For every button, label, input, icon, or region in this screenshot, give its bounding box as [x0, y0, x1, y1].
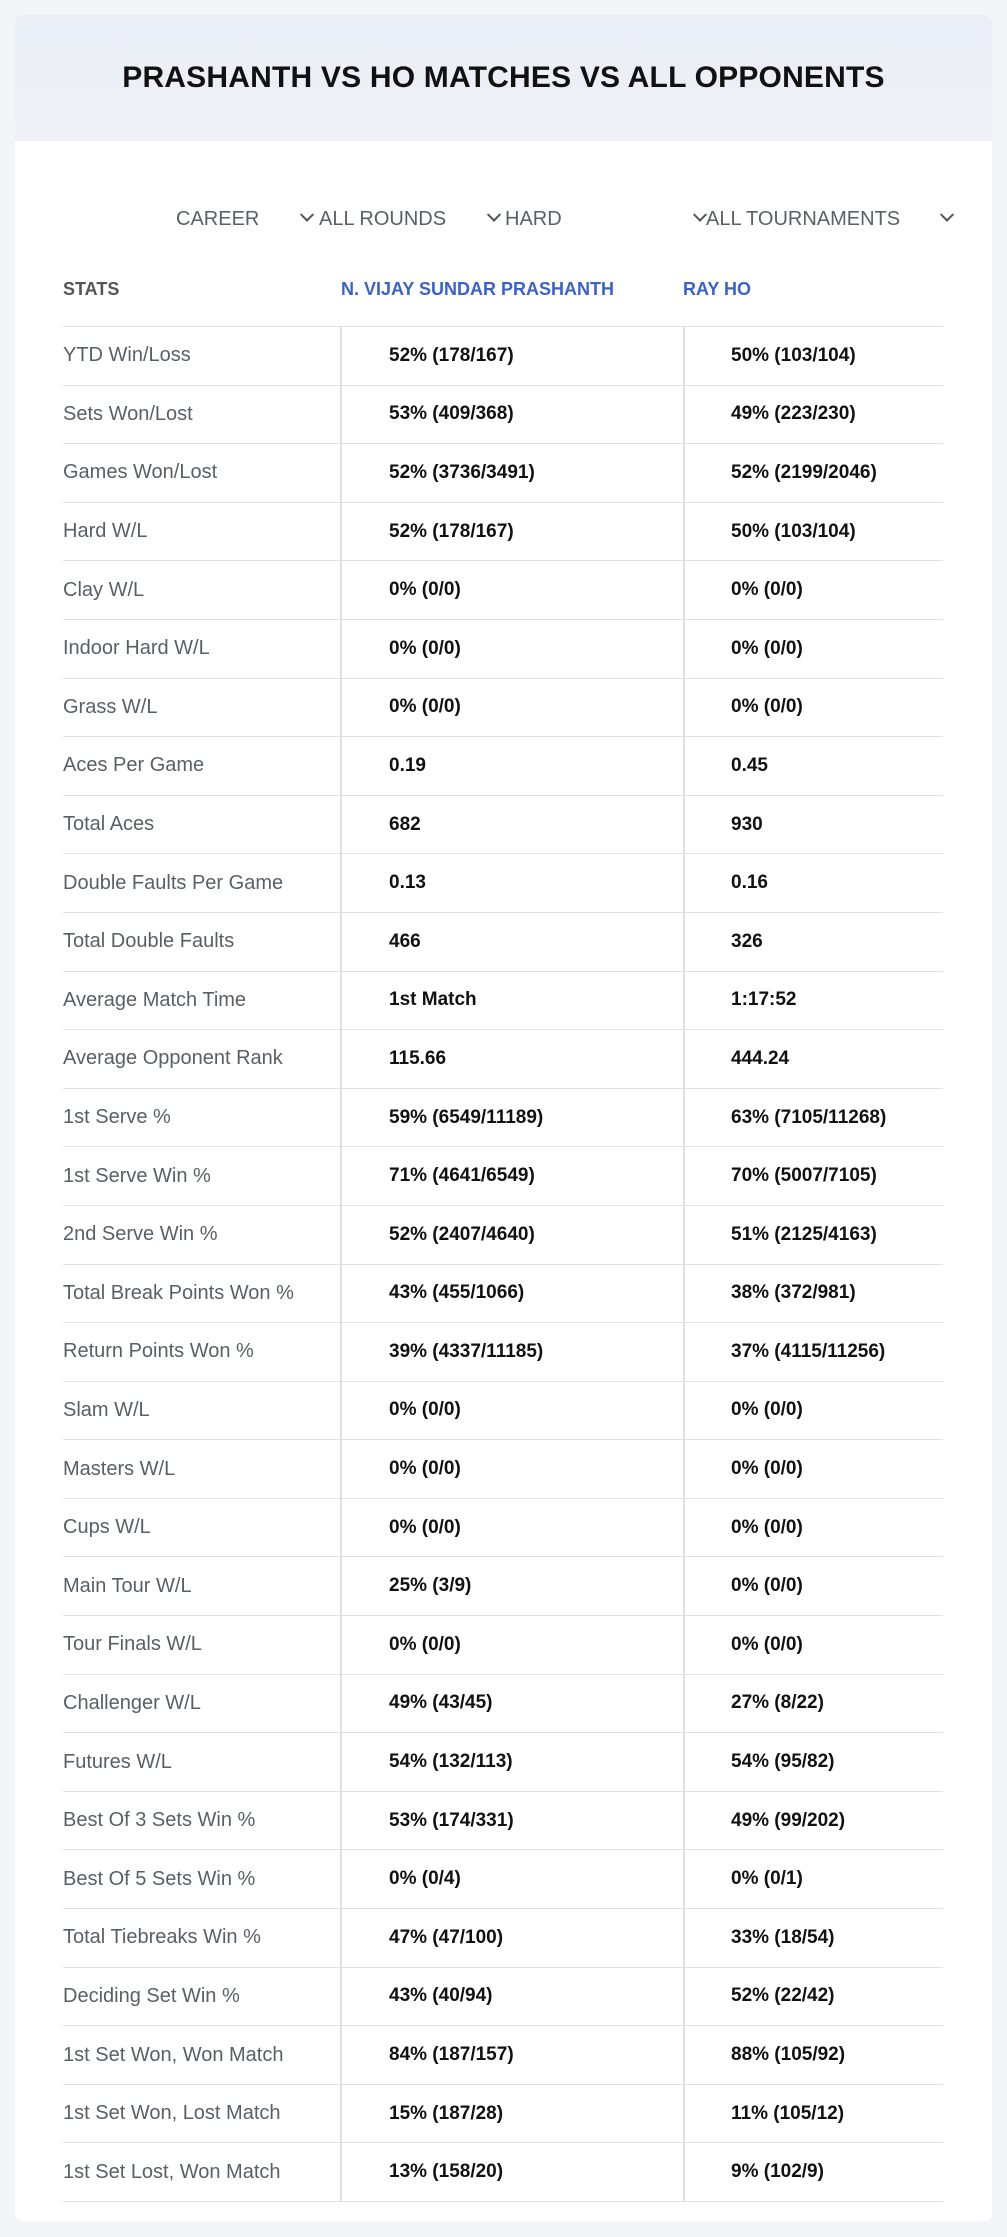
player-1-value: 52% (3736/3491) — [340, 444, 683, 502]
player-1-value: 0% (0/0) — [340, 679, 683, 737]
stat-label: Double Faults Per Game — [63, 871, 284, 894]
table-row — [63, 1733, 943, 1792]
player-2-value: 444.24 — [683, 1030, 943, 1088]
player-2-value: 9% (102/9) — [683, 2143, 943, 2201]
period-select-value: CAREER — [176, 207, 260, 230]
player-2-value: 0% (0/0) — [683, 1557, 943, 1615]
table-row — [63, 561, 943, 620]
table-row — [63, 327, 943, 386]
player-2-value: 63% (7105/11268) — [683, 1089, 943, 1147]
player-2-value: 49% (223/230) — [683, 386, 943, 444]
table-row — [63, 1616, 943, 1675]
player-1-value: 13% (158/20) — [340, 2143, 683, 2201]
player-1-value: 53% (409/368) — [340, 386, 683, 444]
player-1-value: 47% (47/100) — [340, 1909, 683, 1967]
stat-label: Best Of 3 Sets Win % — [63, 1809, 256, 1832]
table-row — [63, 1323, 943, 1382]
rounds-select[interactable] — [319, 191, 499, 247]
player-1-value: 39% (4337/11185) — [340, 1323, 683, 1381]
player-2-value: 52% (2199/2046) — [683, 444, 943, 502]
stat-label: Total Double Faults — [63, 930, 235, 953]
player-1-value: 0% (0/0) — [340, 1499, 683, 1557]
player-1-value: 0.19 — [340, 737, 683, 795]
table-row — [63, 2143, 943, 2202]
table-row — [63, 2026, 943, 2085]
stat-label: Slam W/L — [63, 1398, 150, 1421]
player-1-value: 52% (178/167) — [340, 327, 683, 385]
player-2-value: 49% (99/202) — [683, 1792, 943, 1850]
player-1-value: 49% (43/45) — [340, 1675, 683, 1733]
player-2-value: 326 — [683, 913, 943, 971]
player-2-value: 930 — [683, 796, 943, 854]
player-2-value: 50% (103/104) — [683, 327, 943, 385]
player-2-value: 37% (4115/11256) — [683, 1323, 943, 1381]
table-row — [63, 972, 943, 1031]
player-2-value: 38% (372/981) — [683, 1265, 943, 1323]
stats-table — [63, 253, 943, 2202]
player-2-value: 27% (8/22) — [683, 1675, 943, 1733]
player-2-value: 88% (105/92) — [683, 2026, 943, 2084]
player-1-value: 0% (0/0) — [340, 1616, 683, 1674]
tournaments-select[interactable] — [706, 191, 952, 247]
table-body — [63, 327, 943, 2202]
stat-label: Challenger W/L — [63, 1691, 201, 1714]
player-1-value: 43% (455/1066) — [340, 1265, 683, 1323]
player-1-value: 84% (187/157) — [340, 2026, 683, 2084]
chevron-down-icon — [693, 208, 707, 222]
stat-label: Best Of 5 Sets Win % — [63, 1867, 256, 1890]
stat-label: Total Aces — [63, 813, 155, 836]
player-2-value: 0.16 — [683, 854, 943, 912]
stat-label: Tour Finals W/L — [63, 1633, 202, 1656]
stat-label: Futures W/L — [63, 1750, 172, 1773]
table-row — [63, 2085, 943, 2144]
player-1-value: 52% (2407/4640) — [340, 1206, 683, 1264]
table-row — [63, 1030, 943, 1089]
stat-label: Average Match Time — [63, 988, 247, 1011]
table-row — [63, 854, 943, 913]
player-2-value: 11% (105/12) — [683, 2085, 943, 2143]
player-2-value: 0% (0/0) — [683, 1382, 943, 1440]
stat-label: YTD Win/Loss — [63, 344, 191, 367]
player-1-value: 0% (0/4) — [340, 1850, 683, 1908]
player-1-value: 0.13 — [340, 854, 683, 912]
stat-label: Main Tour W/L — [63, 1574, 192, 1597]
table-row — [63, 1206, 943, 1265]
player-2-value: 0% (0/0) — [683, 1440, 943, 1498]
player-2-value: 0.45 — [683, 737, 943, 795]
chevron-down-icon — [940, 208, 954, 222]
table-row — [63, 620, 943, 679]
stat-label: Masters W/L — [63, 1457, 176, 1480]
stat-label: Grass W/L — [63, 695, 158, 718]
period-select[interactable] — [176, 191, 312, 247]
player-1-value: 54% (132/113) — [340, 1733, 683, 1791]
player-1-value: 53% (174/331) — [340, 1792, 683, 1850]
stat-label: Total Tiebreaks Win % — [63, 1926, 261, 1949]
player-2-value: 0% (0/1) — [683, 1850, 943, 1908]
chevron-down-icon — [487, 208, 501, 222]
player-2-value: 0% (0/0) — [683, 1616, 943, 1674]
player-1-value: 59% (6549/11189) — [340, 1089, 683, 1147]
player-2-value: 70% (5007/7105) — [683, 1147, 943, 1205]
player-1-value: 682 — [340, 796, 683, 854]
stat-label: 1st Serve Win % — [63, 1164, 211, 1187]
stat-label: 1st Set Won, Lost Match — [63, 2102, 281, 2125]
player-1-value: 466 — [340, 913, 683, 971]
table-row — [63, 1499, 943, 1558]
table-row — [63, 503, 943, 562]
table-row — [63, 1089, 943, 1148]
stats-card — [15, 15, 992, 2221]
table-row — [63, 796, 943, 855]
tournaments-select-value: ALL TOURNAMENTS — [706, 207, 901, 230]
player-1-value: 115.66 — [340, 1030, 683, 1088]
page-title: PRASHANTH VS HO MATCHES VS ALL OPPONENTS — [122, 61, 885, 94]
player-1-value: 0% (0/0) — [340, 620, 683, 678]
player-2-value: 51% (2125/4163) — [683, 1206, 943, 1264]
player-2-value: 33% (18/54) — [683, 1909, 943, 1967]
player-1-value: 43% (40/94) — [340, 1968, 683, 2026]
card-header — [15, 15, 992, 141]
table-row — [63, 444, 943, 503]
stat-label: 1st Serve % — [63, 1106, 171, 1129]
player-1-value: 0% (0/0) — [340, 1440, 683, 1498]
header-stats: STATS — [63, 279, 120, 299]
table-row — [63, 1440, 943, 1499]
table-row — [63, 1265, 943, 1324]
header-player-2-link[interactable]: RAY HO — [683, 279, 752, 299]
table-row — [63, 386, 943, 445]
header-player-1-link[interactable]: N. VIJAY SUNDAR PRASHANTH — [341, 279, 615, 299]
table-header — [63, 253, 943, 327]
player-2-value: 0% (0/0) — [683, 1499, 943, 1557]
player-1-value: 71% (4641/6549) — [340, 1147, 683, 1205]
table-row — [63, 1147, 943, 1206]
player-1-value: 0% (0/0) — [340, 1382, 683, 1440]
player-1-value: 1st Match — [340, 972, 683, 1030]
table-row — [63, 1382, 943, 1441]
filter-bar — [15, 191, 992, 247]
stat-label: Aces Per Game — [63, 754, 205, 777]
table-row — [63, 1850, 943, 1909]
stat-label: Games Won/Lost — [63, 461, 218, 484]
table-row — [63, 737, 943, 796]
chevron-down-icon — [300, 208, 314, 222]
table-row — [63, 1792, 943, 1851]
stat-label: Sets Won/Lost — [63, 402, 193, 425]
table-row — [63, 1557, 943, 1616]
stat-label: 1st Set Lost, Won Match — [63, 2160, 281, 2183]
stat-label: Clay W/L — [63, 578, 145, 601]
player-2-value: 1:17:52 — [683, 972, 943, 1030]
rounds-select-value: ALL ROUNDS — [319, 207, 447, 230]
table-row — [63, 1675, 943, 1734]
player-1-value: 25% (3/9) — [340, 1557, 683, 1615]
table-row — [63, 679, 943, 738]
stat-label: Total Break Points Won % — [63, 1281, 294, 1304]
stat-label: Hard W/L — [63, 520, 148, 543]
stat-label: Indoor Hard W/L — [63, 637, 210, 660]
stat-label: Return Points Won % — [63, 1340, 254, 1363]
player-2-value: 0% (0/0) — [683, 620, 943, 678]
player-1-value: 15% (187/28) — [340, 2085, 683, 2143]
table-row — [63, 1968, 943, 2027]
player-2-value: 0% (0/0) — [683, 679, 943, 737]
player-2-value: 52% (22/42) — [683, 1968, 943, 2026]
stat-label: Average Opponent Rank — [63, 1047, 283, 1070]
stat-label: Cups W/L — [63, 1516, 151, 1539]
player-2-value: 0% (0/0) — [683, 561, 943, 619]
player-1-value: 0% (0/0) — [340, 561, 683, 619]
player-2-value: 50% (103/104) — [683, 503, 943, 561]
stat-label: 2nd Serve Win % — [63, 1223, 218, 1246]
surface-select-value: HARD — [505, 207, 562, 230]
stat-label: Deciding Set Win % — [63, 1984, 240, 2007]
table-row — [63, 913, 943, 972]
player-1-value: 52% (178/167) — [340, 503, 683, 561]
table-row — [63, 1909, 943, 1968]
player-2-value: 54% (95/82) — [683, 1733, 943, 1791]
stat-label: 1st Set Won, Won Match — [63, 2043, 284, 2066]
surface-select[interactable] — [505, 191, 705, 247]
